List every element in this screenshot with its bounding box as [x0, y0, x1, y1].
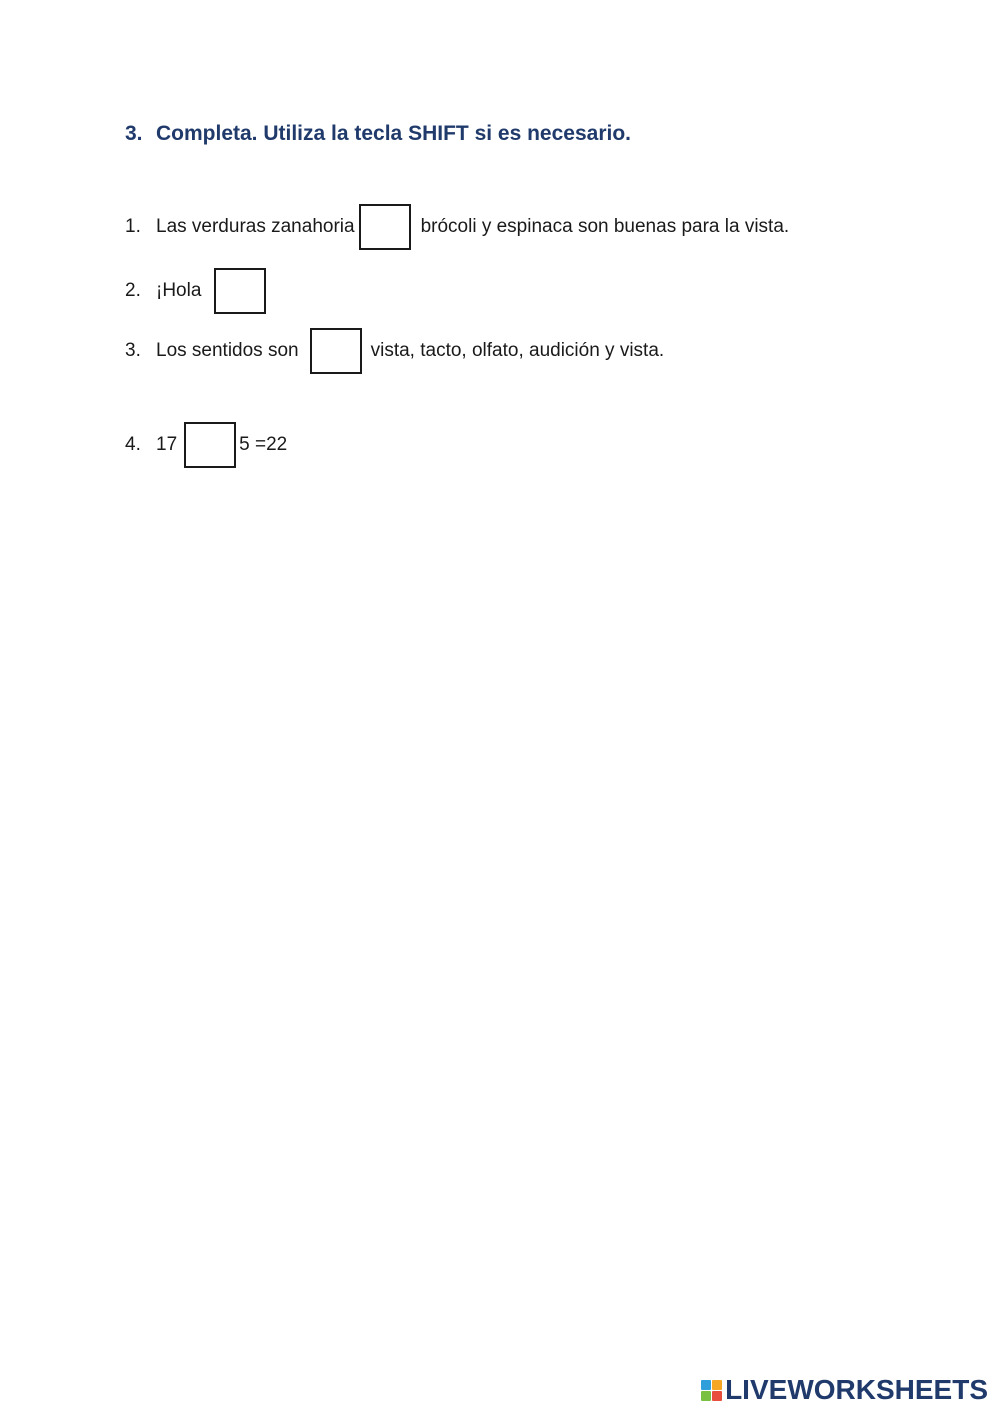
- question-text-before: Los sentidos son: [156, 340, 299, 361]
- question-number: 4.: [125, 434, 141, 455]
- question-number: 2.: [125, 280, 141, 301]
- answer-input-4[interactable]: [186, 424, 234, 466]
- logo-square-2: [712, 1380, 722, 1390]
- logo-grid-icon: [701, 1380, 722, 1401]
- question-number: 1.: [125, 216, 141, 237]
- exercise-instruction: Completa. Utiliza la tecla SHIFT si es necesario.: [156, 122, 632, 145]
- liveworksheets-logo: [701, 1374, 988, 1406]
- exercise-heading: [125, 122, 631, 146]
- answer-box-3[interactable]: [310, 328, 362, 374]
- question-text-before: ¡Hola: [156, 280, 202, 301]
- question-number: 3.: [125, 340, 141, 361]
- answer-box-4[interactable]: [184, 422, 236, 468]
- question-item-1: [125, 212, 789, 242]
- question-text-after: brócoli y espinaca son buenas para la vista.: [420, 216, 790, 237]
- question-text-after: vista, tacto, olfato, audición y vista.: [370, 340, 665, 361]
- question-text-before: 17: [156, 434, 178, 455]
- question-item-3: [125, 336, 664, 366]
- logo-square-3: [701, 1391, 711, 1401]
- question-item-2: [125, 276, 266, 306]
- question-text-before: Las verduras zanahoria: [156, 216, 355, 237]
- answer-box-2[interactable]: [214, 268, 266, 314]
- answer-input-2[interactable]: [216, 270, 264, 312]
- logo-square-1: [701, 1380, 711, 1390]
- answer-input-1[interactable]: [361, 206, 409, 248]
- answer-input-3[interactable]: [312, 330, 360, 372]
- question-text-after: 5 =22: [239, 434, 288, 455]
- answer-box-1[interactable]: [359, 204, 411, 250]
- exercise-number: 3.: [125, 122, 143, 145]
- logo-text: LIVEWORKSHEETS: [725, 1374, 988, 1405]
- logo-square-4: [712, 1391, 722, 1401]
- question-item-4: [125, 430, 287, 460]
